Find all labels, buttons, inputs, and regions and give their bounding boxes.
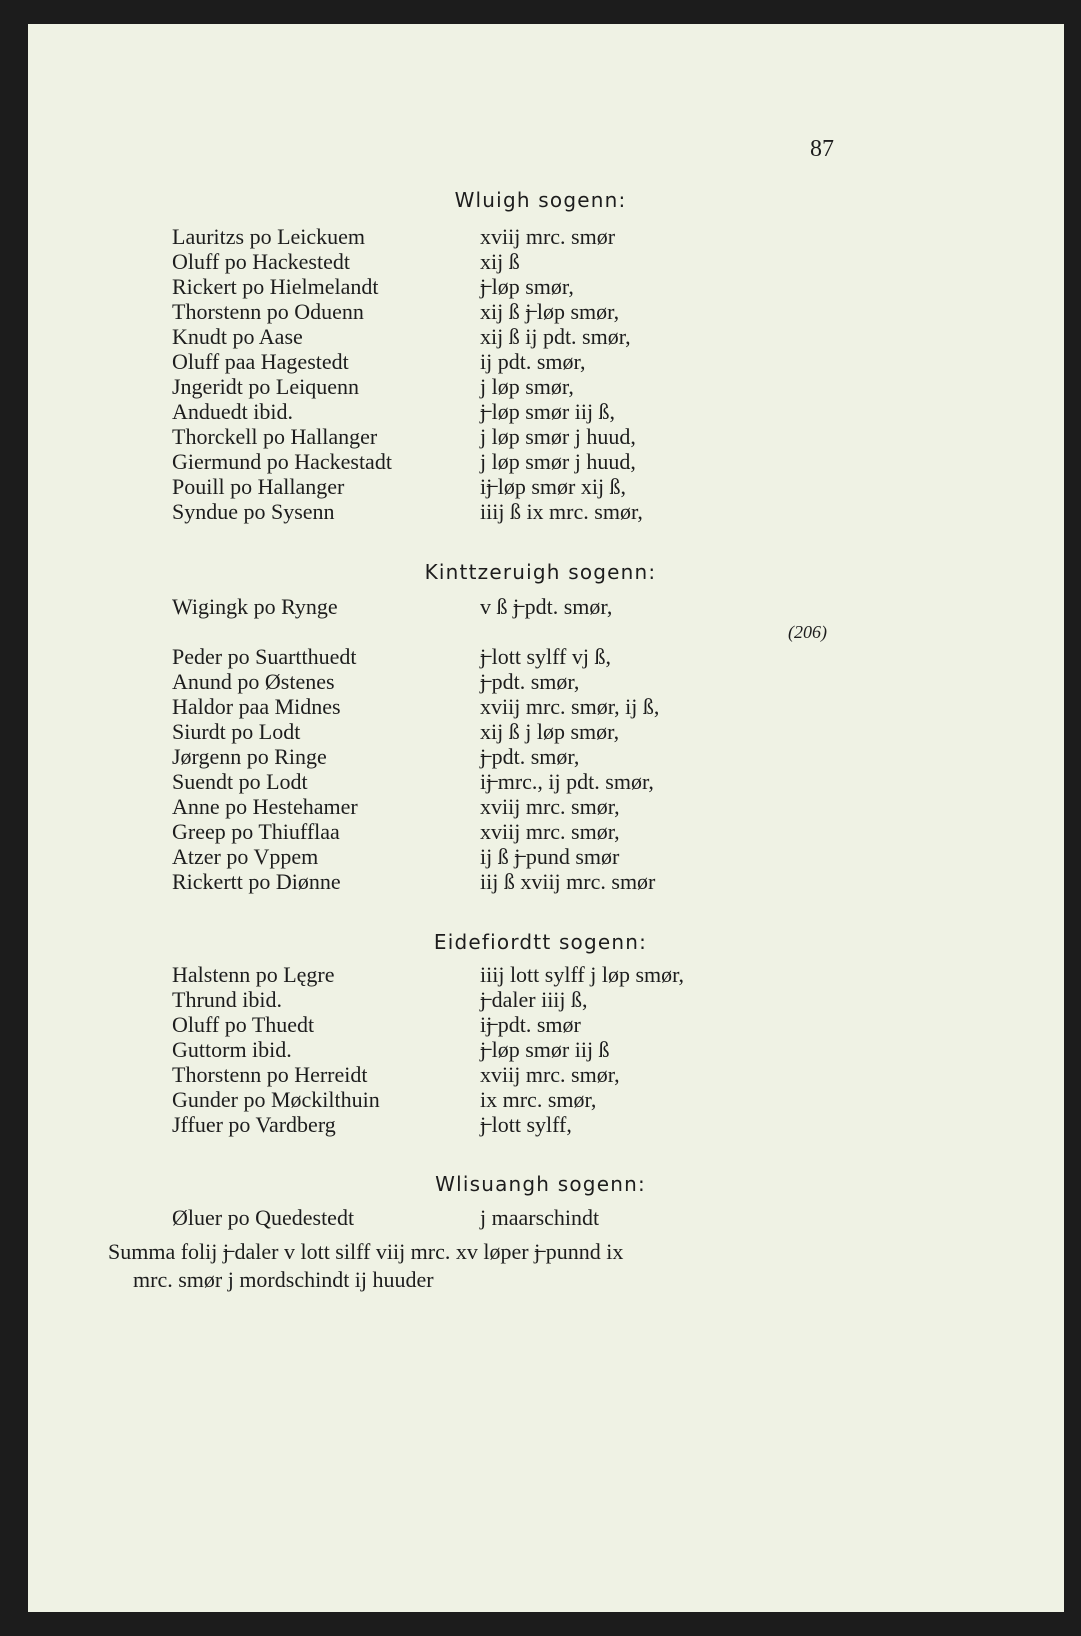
person-name: Oluff po Thuedt: [172, 1012, 315, 1037]
person-name: Anne po Hestehamer: [172, 794, 358, 819]
page-number: 87: [810, 136, 834, 162]
person-name: Haldor paa Midnes: [172, 694, 341, 719]
person-name: Suendt po Lodt: [172, 769, 308, 794]
payment-amount: j̶ lott sylff vj ß,: [480, 644, 611, 669]
section-heading: Eidefiordtt sogenn:: [433, 930, 648, 954]
person-name: Gunder po Møckilthuin: [172, 1087, 380, 1112]
payment-amount: xij ß j løp smør,: [480, 719, 620, 744]
section-heading: Kinttzeruigh sogenn:: [424, 560, 657, 584]
payment-amount: j̶ løp smør iij ß,: [480, 399, 616, 424]
payment-amount: v ß j̶ pdt. smør,: [480, 594, 613, 619]
person-name: Øluer po Quedestedt: [172, 1205, 355, 1230]
person-name: Wigingk po Rynge: [172, 594, 338, 619]
payment-amount: xij ß: [480, 249, 520, 274]
person-name: Peder po Suartthuedt: [172, 644, 357, 669]
payment-amount: ix mrc. smør,: [480, 1087, 597, 1112]
payment-amount: xviij mrc. smør,: [480, 819, 620, 844]
person-name: Jngeridt po Leiquenn: [172, 374, 359, 399]
person-name: Jørgenn po Ringe: [172, 744, 327, 769]
payment-amount: j løp smør j huud,: [480, 449, 636, 474]
person-name: Atzer po Vppem: [172, 844, 319, 869]
payment-amount: iiij lott sylff j løp smør,: [480, 962, 685, 987]
payment-amount: ij̶ pdt. smør: [480, 1012, 581, 1037]
payment-amount: xviij mrc. smør,: [480, 1062, 620, 1087]
payment-amount: xviij mrc. smør, ij ß,: [480, 694, 660, 719]
summa-line: Summa folij j̶ daler v lott silff viij mrc. xv løper j̶ punnd ix: [108, 1239, 624, 1264]
payment-amount: xviij mrc. smør: [480, 224, 616, 249]
margin-note: (206): [788, 622, 827, 642]
person-name: Rickertt po Diønne: [172, 869, 341, 894]
person-name: Rickert po Hielmelandt: [172, 274, 379, 299]
person-name: Giermund po Hackestadt: [172, 449, 392, 474]
person-name: Thorckell po Hallanger: [172, 424, 378, 449]
payment-amount: j løp smør,: [480, 374, 574, 399]
payment-amount: j̶ løp smør,: [480, 274, 574, 299]
payment-amount: ij̶ løp smør xij ß,: [480, 474, 627, 499]
payment-amount: xviij mrc. smør,: [480, 794, 620, 819]
payment-amount: j̶ daler iiij ß,: [480, 987, 588, 1012]
payment-amount: iiij ß ix mrc. smør,: [480, 499, 643, 524]
person-name: Greep po Thiufflaa: [172, 819, 340, 844]
payment-amount: j̶ lott sylff,: [480, 1112, 572, 1137]
person-name: Anduedt ibid.: [172, 399, 293, 424]
payment-amount: j løp smør j huud,: [480, 424, 636, 449]
person-name: Guttorm ibid.: [172, 1037, 292, 1062]
person-name: Oluff po Hackestedt: [172, 249, 350, 274]
person-name: Pouill po Hallanger: [172, 474, 345, 499]
payment-amount: ij ß j̶ pund smør: [480, 844, 620, 869]
person-name: Knudt po Aase: [172, 324, 303, 349]
payment-amount: j̶ løp smør iij ß: [480, 1037, 610, 1062]
payment-amount: iij ß xviij mrc. smør: [480, 869, 656, 894]
payment-amount: ij pdt. smør,: [480, 349, 586, 374]
person-name: Siurdt po Lodt: [172, 719, 301, 744]
person-name: Jffuer po Vardberg: [172, 1112, 336, 1137]
payment-amount: ij̶ mrc., ij pdt. smør,: [480, 769, 654, 794]
person-name: Lauritzs po Leickuem: [172, 224, 366, 249]
section-heading: Wluigh sogenn:: [454, 188, 627, 212]
payment-amount: j maarschindt: [480, 1205, 600, 1230]
person-name: Halstenn po Lęgre: [172, 962, 335, 987]
person-name: Thorstenn po Oduenn: [172, 299, 364, 324]
person-name: Thrund ibid.: [172, 987, 282, 1012]
section-heading: Wlisuangh sogenn:: [435, 1172, 646, 1196]
payment-amount: xij ß ij pdt. smør,: [480, 324, 631, 349]
person-name: Anund po Østenes: [172, 669, 335, 694]
payment-amount: j̶ pdt. smør,: [480, 669, 580, 694]
person-name: Syndue po Sysenn: [172, 499, 335, 524]
person-name: Oluff paa Hagestedt: [172, 349, 349, 374]
summa-total: [108, 1238, 838, 1294]
payment-amount: j̶ pdt. smør,: [480, 744, 580, 769]
summa-line: mrc. smør j mordschindt ij huuder: [133, 1267, 434, 1292]
payment-amount: xij ß j̶ løp smør,: [480, 299, 620, 324]
person-name: Thorstenn po Herreidt: [172, 1062, 368, 1087]
